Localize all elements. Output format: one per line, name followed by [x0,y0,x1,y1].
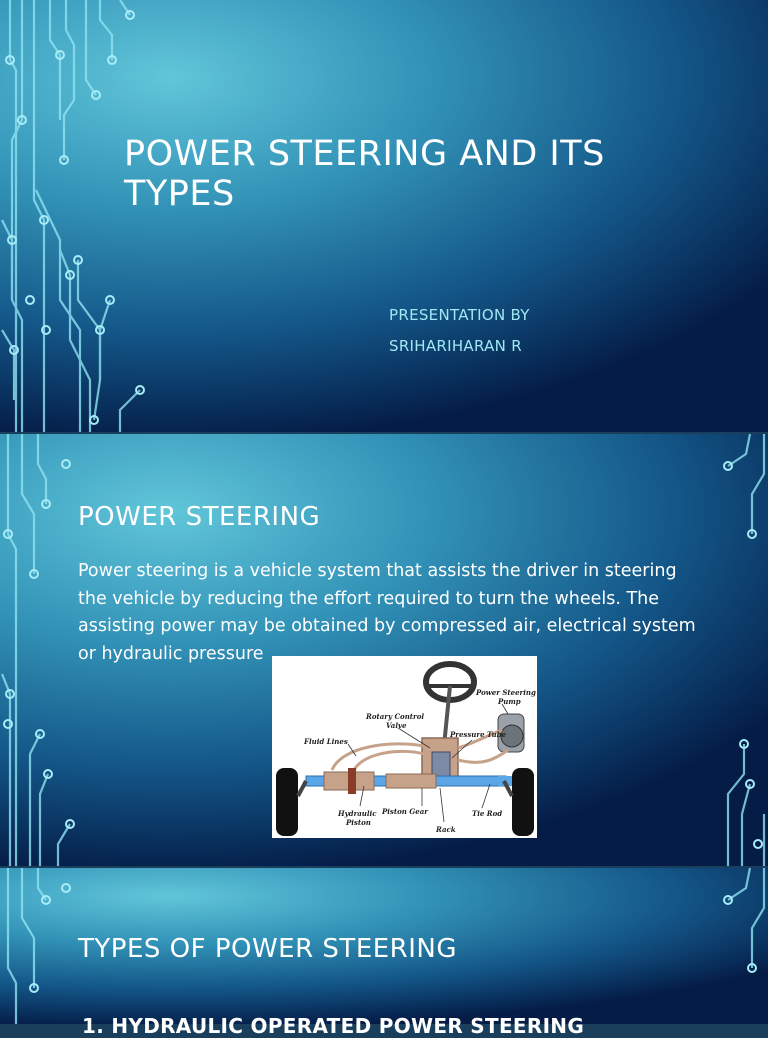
circuit-decoration-left [0,0,160,432]
definition-slide [0,434,768,866]
section-heading: POWER STEERING [78,502,321,532]
definition-text: Power steering is a vehicle system that assists the driver in steering the vehicle by reducing the effort required to turn the wheels. The assisting power may be obtained by compressed air, electrical system or hydraulic pressure [78,561,696,664]
label-pump-2: Pump [498,697,521,706]
circuit-decoration-left [0,868,80,1024]
label-hydraulic-piston-2: Piston [346,818,371,827]
presentation-title: POWER STEERING AND ITS TYPES [124,134,605,214]
circuit-decoration-right [698,434,768,866]
label-valve: Rotary Control [366,712,425,721]
types-slide [0,868,768,1038]
title-slide [0,0,768,432]
type-item: 1. HYDRAULIC OPERATED POWER STEERING [82,1014,585,1038]
left-wheel-icon [276,768,298,836]
presenter-name: SRIHARIHARAN R [389,337,522,355]
presented-by-label: PRESENTATION BY [389,306,530,324]
label-pressure-tube: Pressure Tube [450,730,506,739]
section-heading: TYPES OF POWER STEERING [78,934,458,964]
circuit-decoration-right [698,868,768,1024]
label-piston-gear: Piston Gear [382,807,428,816]
circuit-decoration-left [0,434,80,866]
right-wheel-icon [512,768,534,836]
label-valve-2: Valve [386,721,407,730]
label-fluid-lines: Fluid Lines [304,737,348,746]
label-rack: Rack [436,825,456,834]
label-tie-rod: Tie Rod [472,809,503,818]
power-steering-diagram [272,656,537,838]
label-hydraulic-piston: Hydraulic [338,809,377,818]
label-pump: Power Steering [476,688,536,697]
